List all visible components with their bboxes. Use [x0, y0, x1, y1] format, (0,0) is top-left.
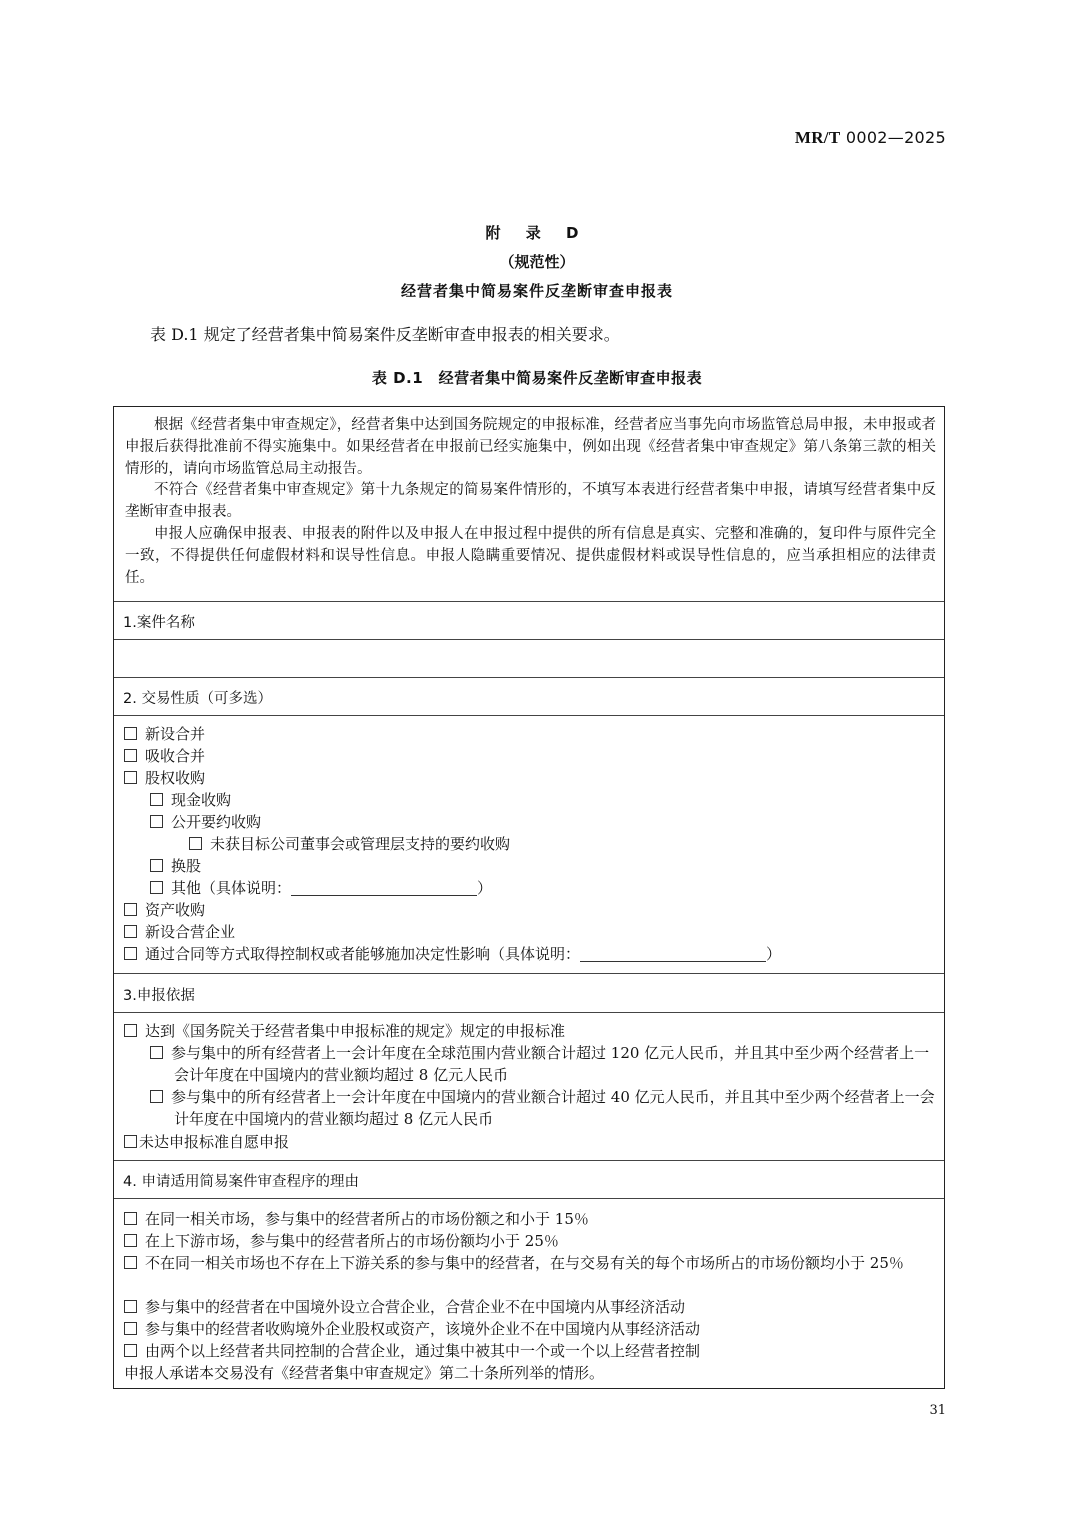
checkbox-icon[interactable] [124, 903, 137, 916]
option-label: 不在同一相关市场也不存在上下游关系的参与集中的经营者，在与交易有关的每个市场所占的市场份额均小于 25％ [145, 1254, 904, 1272]
checkbox-icon[interactable] [124, 1344, 137, 1357]
standard-code: 0002—2025 [845, 128, 946, 147]
option-absorption-merger[interactable] [124, 745, 205, 766]
option-label: 现金收购 [171, 791, 232, 809]
checkbox-icon[interactable] [124, 947, 137, 960]
section-divider [114, 677, 944, 678]
applicant-pledge: 申报人承诺本交易没有《经营者集中审查规定》第二十条所列举的情形。 [124, 1364, 605, 1382]
page-number: 31 [929, 1403, 946, 1418]
option-tender-offer[interactable] [150, 811, 261, 832]
checkbox-icon[interactable] [124, 1256, 137, 1269]
section-divider [114, 715, 944, 716]
case-name-field[interactable] [124, 647, 936, 673]
option-meets-threshold[interactable] [124, 1020, 565, 1041]
checkbox-icon[interactable] [124, 1212, 137, 1225]
section-divider [114, 639, 944, 640]
section3-title: 3.申报依据 [123, 988, 195, 1004]
option-label: 新设合并 [145, 725, 206, 743]
option-label: 新设合营企业 [145, 923, 236, 941]
checkbox-icon[interactable] [124, 727, 137, 740]
checkbox-icon[interactable] [150, 1090, 163, 1103]
standard-prefix: MR/T [794, 128, 841, 147]
reason-overseas-acquisition[interactable] [124, 1318, 700, 1339]
option-label: 未获目标公司董事会或管理层支持的要约收购 [210, 835, 511, 853]
close-paren: ） [477, 879, 493, 897]
section-divider [114, 1160, 944, 1161]
notice-paragraph: 申报人应确保申报表、申报表的附件以及申报人在申报过程中提供的所有信息是真实、完整和准确的，复印件与原件完全一致，不得提供任何虚假材料和误导性信息。申报人隐瞒重要情况、提供虚假材料或误导性信息的，应当承担相应的法律责任。 [125, 525, 936, 586]
checkbox-icon[interactable] [150, 881, 163, 894]
option-label: 通过合同等方式取得控制权或者能够施加决定性影响（具体说明： [145, 945, 581, 963]
option-label: 参与集中的所有经营者上一会计年度在全球范围内营业额合计超过 120 亿元人民币，并且其中至少两个经营者上一会计年度在中国境内的营业额均超过 8 亿元人民币 [171, 1044, 930, 1085]
option-label: 参与集中的经营者收购境外企业股权或资产，该境外企业不在中国境内从事经济活动 [145, 1320, 701, 1338]
option-label: 资产收购 [145, 901, 206, 919]
option-label: 吸收合并 [145, 747, 206, 765]
option-new-merger[interactable] [124, 723, 205, 744]
checkbox-icon[interactable] [150, 815, 163, 828]
checkbox-icon[interactable] [124, 925, 137, 938]
option-label: 达到《国务院关于经营者集中申报标准的规定》规定的申报标准 [145, 1022, 566, 1040]
appendix-type: （规范性） [499, 253, 575, 271]
contract-explanation-field[interactable] [580, 947, 766, 962]
table-caption: 表 D.1 经营者集中简易案件反垄断审查申报表 [371, 369, 703, 387]
appendix-label: 附 录 D [485, 224, 589, 242]
reason-overseas-jv[interactable] [124, 1296, 685, 1317]
other-explanation-field[interactable] [291, 881, 477, 896]
reason-vertical-share[interactable] [124, 1230, 559, 1251]
option-label: 在同一相关市场，参与集中的经营者所占的市场份额之和小于 15％ [145, 1210, 589, 1228]
option-label: 在上下游市场，参与集中的经营者所占的市场份额均小于 25％ [145, 1232, 559, 1250]
checkbox-icon[interactable] [124, 1300, 137, 1313]
checkbox-icon[interactable] [150, 859, 163, 872]
section1-title: 1.案件名称 [123, 615, 195, 631]
notice-paragraph: 不符合《经营者集中审查规定》第十九条规定的简易案件情形的，不填写本表进行经营者集中申报，请填写经营者集中反垄断审查申报表。 [125, 482, 936, 521]
option-new-joint-venture[interactable] [124, 921, 235, 942]
option-contract-control[interactable] [124, 943, 781, 964]
checkbox-icon[interactable] [150, 793, 163, 806]
checkbox-icon[interactable] [189, 837, 202, 850]
option-label: 参与集中的经营者在中国境外设立合营企业，合营企业不在中国境内从事经济活动 [145, 1298, 686, 1316]
section2-title: 2. 交易性质（可多选） [123, 691, 272, 707]
section-divider [114, 1012, 944, 1013]
option-share-swap[interactable] [150, 855, 201, 876]
option-label: 公开要约收购 [171, 813, 262, 831]
section-divider [114, 973, 944, 974]
checkbox-icon[interactable] [124, 1024, 137, 1037]
option-hostile-tender-offer[interactable] [189, 833, 510, 854]
checkbox-icon[interactable] [124, 749, 137, 762]
option-asset-acquisition[interactable] [124, 899, 205, 920]
appendix-title: 经营者集中简易案件反垄断审查申报表 [400, 282, 673, 300]
option-global-turnover[interactable] [150, 1042, 936, 1087]
standard-number [795, 128, 946, 148]
checkbox-icon[interactable] [124, 771, 137, 784]
checkbox-icon[interactable] [124, 1322, 137, 1335]
checkbox-icon[interactable] [124, 1135, 137, 1148]
close-paren: ） [766, 945, 782, 963]
option-label: 参与集中的所有经营者上一会计年度在中国境内的营业额合计超过 40 亿元人民币，并且其中至少两个经营者上一会计年度在中国境内的营业额均超过 8 亿元人民币 [171, 1088, 935, 1129]
checkbox-icon[interactable] [124, 1234, 137, 1247]
reason-conglomerate-share[interactable] [124, 1252, 936, 1274]
option-equity-acquisition[interactable] [124, 767, 205, 788]
option-label: 股权收购 [145, 769, 206, 787]
option-other[interactable] [150, 877, 492, 898]
option-voluntary-filing[interactable] [124, 1131, 289, 1152]
notice-block [125, 415, 936, 589]
option-china-turnover[interactable] [150, 1086, 936, 1131]
section-divider [114, 601, 944, 602]
option-cash-acquisition[interactable] [150, 789, 231, 810]
option-label: 换股 [171, 857, 202, 875]
notice-paragraph: 根据《经营者集中审查规定》，经营者集中达到国务院规定的申报标准，经营者应当事先向市场监管总局申报，未申报或者申报后获得批准前不得实施集中。如果经营者在申报前已经实施集中，例如出现《经营者集中审查规定》第八条第三款的相关情形的，请向市场监管总局主动报告。 [125, 417, 936, 477]
checkbox-icon[interactable] [150, 1046, 163, 1059]
reason-jv-control[interactable] [124, 1340, 700, 1361]
section4-title: 4. 申请适用简易案件审查程序的理由 [123, 1174, 359, 1190]
option-label: 由两个以上经营者共同控制的合营企业，通过集中被其中一个或一个以上经营者控制 [145, 1342, 701, 1360]
option-label: 未达申报标准自愿申报 [139, 1133, 290, 1151]
option-label: 其他（具体说明： [171, 879, 292, 897]
intro-text: 表 D.1 规定了经营者集中简易案件反垄断审查申报表的相关要求。 [150, 325, 620, 344]
application-form-table [113, 406, 945, 1389]
section-divider [114, 1198, 944, 1199]
reason-horizontal-share[interactable] [124, 1208, 589, 1229]
